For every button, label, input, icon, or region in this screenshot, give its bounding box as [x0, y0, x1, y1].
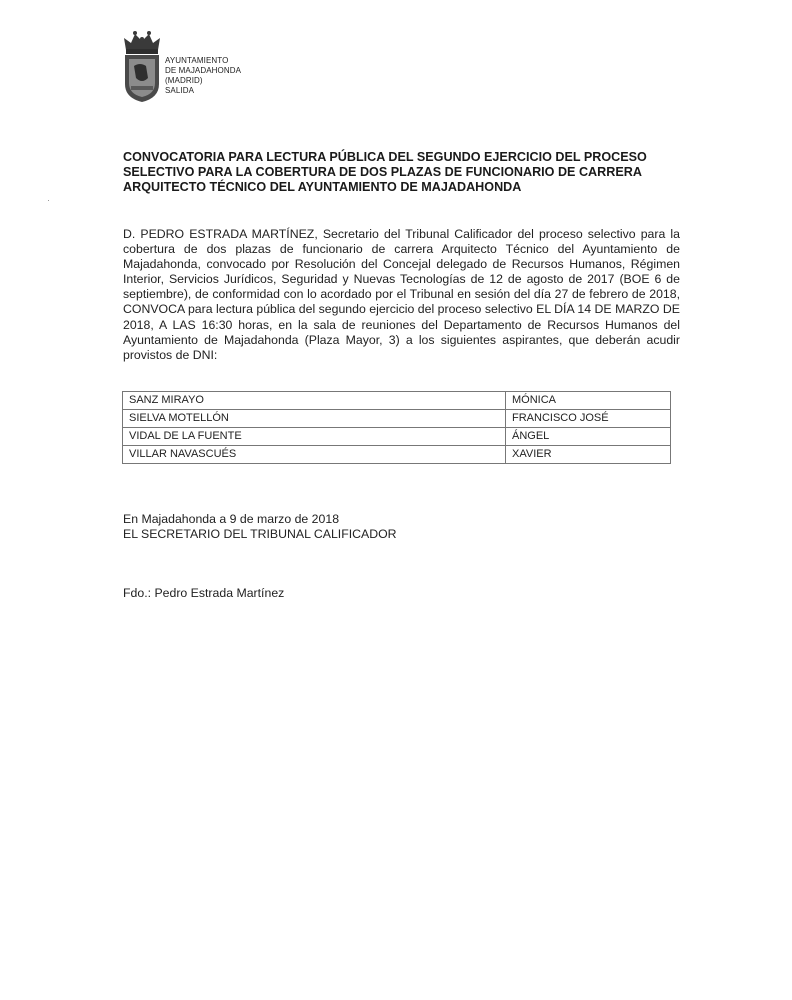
org-line: DE MAJADAHONDA: [165, 66, 242, 75]
candidate-surname: VILLAR NAVASCUÉS: [123, 446, 506, 464]
table-row: [123, 428, 671, 446]
candidate-given-name: XAVIER: [506, 446, 671, 464]
title-line: SELECTIVO PARA LA COBERTURA DE DOS PLAZAS DE FUNCIONARIO DE CARRERA: [123, 165, 642, 179]
candidate-given-name: ÁNGEL: [506, 428, 671, 446]
signatory-role: EL SECRETARIO DEL TRIBUNAL CALIFICADOR: [123, 527, 397, 541]
municipal-crest-logo: [120, 28, 164, 104]
organization-name: [165, 56, 241, 96]
candidate-surname: SANZ MIRAYO: [123, 392, 506, 410]
org-line: AYUNTAMIENTO: [165, 56, 229, 65]
candidate-surname: VIDAL DE LA FUENTE: [123, 428, 506, 446]
document-title: [123, 150, 683, 195]
title-line: ARQUITECTO TÉCNICO DEL AYUNTAMIENTO DE MAJADAHONDA: [123, 180, 522, 194]
candidate-given-name: FRANCISCO JOSÉ: [506, 410, 671, 428]
candidate-surname: SIELVA MOTELLÓN: [123, 410, 506, 428]
candidate-given-name: MÓNICA: [506, 392, 671, 410]
title-line: CONVOCATORIA PARA LECTURA PÚBLICA DEL SEGUNDO EJERCICIO DEL PROCESO: [123, 150, 647, 164]
margin-mark: [48, 200, 49, 201]
candidates-table: [122, 391, 671, 464]
signed-by: Fdo.: Pedro Estrada Martínez: [123, 586, 285, 600]
org-line-stamp: SALIDA: [165, 86, 195, 95]
table-row: [123, 446, 671, 464]
table-row: [123, 410, 671, 428]
place-and-date: En Majadahonda a 9 de marzo de 2018: [123, 512, 340, 526]
table-row: [123, 392, 671, 410]
secretary-name: D. PEDRO ESTRADA MARTÍNEZ: [123, 227, 315, 241]
org-line: (MADRID): [165, 76, 203, 85]
convocation-paragraph: [123, 227, 680, 363]
convocation-text: , Secretario del Tribunal Calificador del proceso selectivo para la cobertura de dos plazas de funcionario de carrera Arquitecto Técnico del Ayuntamiento de Majadahonda, convocado por Resolución del Concejal delegado de Recursos Humanos, Régimen Interior, Servicios Jurídicos, Seguridad y Nuevas Tecnologías de 12 de agosto de 2017 (BOE 6 de septiembre), de conformidad con lo acordado por el Tribunal en sesión del día 27 de febrero de 2018, CONVOCA para lectura pública del segundo ejercicio del proceso selectivo EL DÍA 14 DE MARZO DE 2018, A LAS 16:30 horas, en la sala de reuniones del Departamento de Recursos Humanos del Ayuntamiento de Majadahonda (Plaza Mayor, 3) a los siguientes aspirantes, que deberán acudir provistos de DNI:: [123, 227, 680, 362]
